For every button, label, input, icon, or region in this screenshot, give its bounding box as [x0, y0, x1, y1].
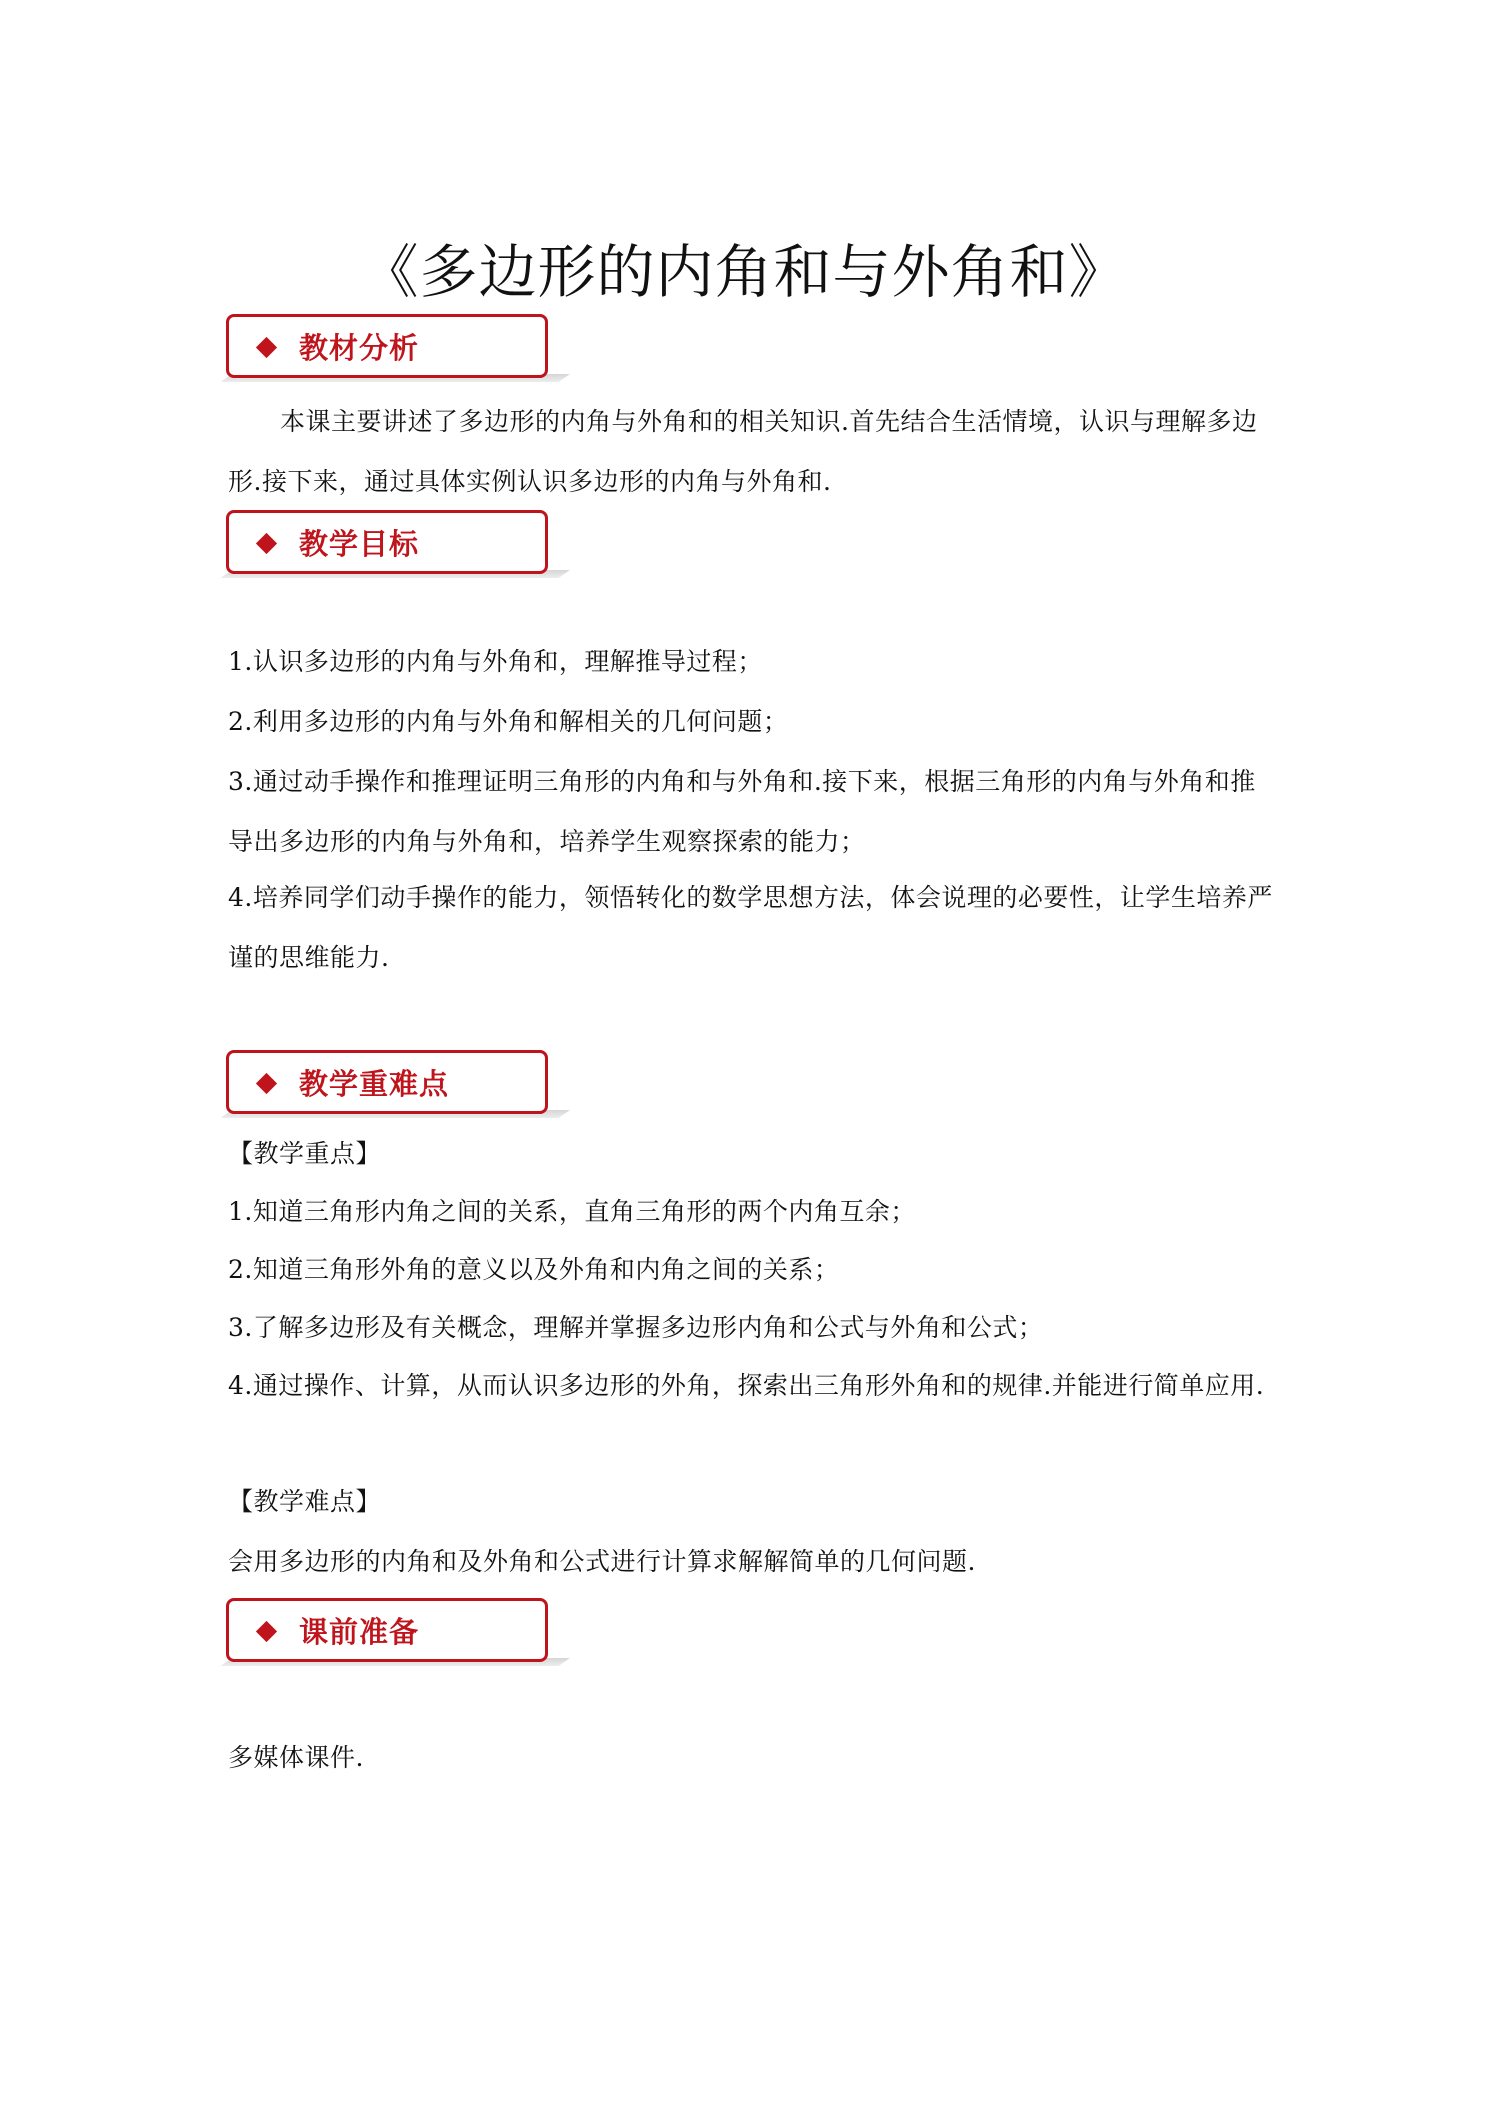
section-header-preparation	[226, 1598, 556, 1666]
diamond-icon	[256, 1073, 277, 1094]
difficulty-label: 【教学难点】	[228, 1487, 382, 1516]
section-header-goals	[226, 510, 556, 578]
header-box	[226, 1050, 548, 1114]
section-heading: 教学目标	[299, 527, 420, 561]
section-header-analysis	[226, 314, 556, 382]
analysis-paragraph: 本课主要讲述了多边形的内角与外角和的相关知识.首先结合生活情境，认识与理解多边形.接下来，通过具体实例认识多边形的内角与外角和.	[228, 407, 1258, 496]
key-item-2: 2.知道三角形外角的意义以及外角和内角之间的关系；	[228, 1255, 840, 1284]
goal-item-1: 1.认识多边形的内角与外角和，理解推导过程；	[228, 647, 763, 676]
diamond-icon	[256, 337, 277, 358]
section-heading: 教学重难点	[299, 1067, 450, 1101]
page-title: 《多边形的内角和与外角和》	[360, 238, 1128, 306]
header-box	[226, 314, 548, 378]
section-heading: 课前准备	[299, 1615, 420, 1649]
key-item-1: 1.知道三角形内角之间的关系，直角三角形的两个内角互余；	[228, 1197, 916, 1226]
header-box	[226, 1598, 548, 1662]
section-header-keypoints	[226, 1050, 556, 1118]
key-item-3: 3.了解多边形及有关概念，理解并掌握多边形内角和公式与外角和公式；	[228, 1313, 1044, 1342]
diamond-icon	[256, 533, 277, 554]
goal-item-2: 2.利用多边形的内角与外角和解相关的几何问题；	[228, 707, 789, 736]
diamond-icon	[256, 1621, 277, 1642]
preparation-text: 多媒体课件.	[228, 1743, 364, 1772]
goal-item-3: 3.通过动手操作和推理证明三角形的内角和与外角和.接下来，根据三角形的内角与外角和推导出多边形的内角与外角和，培养学生观察探索的能力；	[228, 767, 1256, 856]
key-item-4: 4.通过操作、计算，从而认识多边形的外角，探索出三角形外角和的规律.并能进行简单应用.	[228, 1371, 1265, 1400]
key-label: 【教学重点】	[228, 1139, 382, 1168]
goal-item-4: 4.培养同学们动手操作的能力，领悟转化的数学思想方法，体会说理的必要性，让学生培养严谨的思维能力.	[228, 883, 1273, 972]
section-heading: 教材分析	[299, 331, 420, 365]
difficulty-text: 会用多边形的内角和及外角和公式进行计算求解解简单的几何问题.	[228, 1547, 976, 1576]
header-box	[226, 510, 548, 574]
